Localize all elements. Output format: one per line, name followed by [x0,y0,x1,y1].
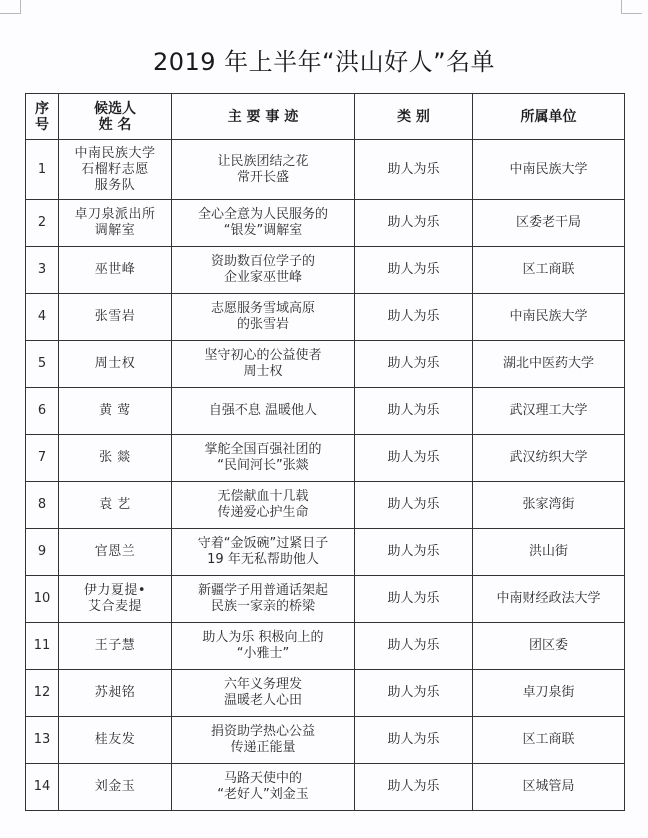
cell-index: 2 [26,200,59,247]
cell-index: 4 [26,294,59,341]
cell-deed: 让民族团结之花 常开长盛 [172,140,355,200]
cell-category: 助人为乐 [355,200,473,247]
cell-index: 14 [26,764,59,811]
cell-index: 13 [26,717,59,764]
table-row [26,670,625,717]
cell-name: 王子慧 [59,623,172,670]
cell-name: 袁 艺 [59,482,172,529]
table-row [26,341,625,388]
cell-unit: 区工商联 [473,717,625,764]
cell-unit: 团区委 [473,623,625,670]
cell-unit: 武汉纺织大学 [473,435,625,482]
header-index: 序 号 [26,94,59,140]
cell-index: 7 [26,435,59,482]
cell-deed: 助人为乐 积极向上的 “小雅士” [172,623,355,670]
cell-deed: 无偿献血十几载 传递爱心护生命 [172,482,355,529]
cell-unit: 武汉理工大学 [473,388,625,435]
cell-deed: 全心全意为人民服务的 “银发”调解室 [172,200,355,247]
cell-unit: 卓刀泉街 [473,670,625,717]
cell-index: 9 [26,529,59,576]
cell-category: 助人为乐 [355,764,473,811]
cell-name: 苏昶铭 [59,670,172,717]
table-row [26,140,625,200]
header-candidate: 候选人 姓 名 [59,94,172,140]
cell-index: 10 [26,576,59,623]
cell-index: 3 [26,247,59,294]
cell-unit: 区城管局 [473,764,625,811]
table-row [26,576,625,623]
cell-index: 1 [26,140,59,200]
corner-mark-left [0,0,21,14]
cell-unit: 区委老干局 [473,200,625,247]
cell-deed: 掌舵全国百强社团的 “民间河长”张燚 [172,435,355,482]
table-row [26,294,625,341]
header-deeds: 主 要 事 迹 [172,94,355,140]
cell-name: 桂友发 [59,717,172,764]
cell-name: 中南民族大学 石榴籽志愿 服务队 [59,140,172,200]
corner-mark-right [621,0,642,14]
cell-deed: 守着“金饭碗”过紧日子 19 年无私帮助他人 [172,529,355,576]
cell-name: 伊力夏提• 艾合麦提 [59,576,172,623]
honoree-table [25,93,625,811]
cell-unit: 湖北中医药大学 [473,341,625,388]
cell-index: 12 [26,670,59,717]
cell-category: 助人为乐 [355,388,473,435]
table-row [26,623,625,670]
cell-category: 助人为乐 [355,717,473,764]
cell-unit: 中南民族大学 [473,294,625,341]
header-category: 类 别 [355,94,473,140]
document-title: 2019 年上半年“洪山好人”名单 [152,48,496,76]
cell-category: 助人为乐 [355,670,473,717]
cell-category: 助人为乐 [355,623,473,670]
cell-name: 周士权 [59,341,172,388]
table-row [26,529,625,576]
cell-deed: 资助数百位学子的 企业家巫世峰 [172,247,355,294]
header-unit: 所属单位 [473,94,625,140]
cell-category: 助人为乐 [355,247,473,294]
cell-index: 6 [26,388,59,435]
cell-index: 8 [26,482,59,529]
table-row [26,717,625,764]
cell-name: 张雪岩 [59,294,172,341]
table-row [26,200,625,247]
cell-unit: 张家湾街 [473,482,625,529]
cell-index: 5 [26,341,59,388]
table-row [26,482,625,529]
cell-deed: 六年义务理发 温暖老人心田 [172,670,355,717]
table-row [26,435,625,482]
cell-name: 黄 莺 [59,388,172,435]
cell-index: 11 [26,623,59,670]
cell-category: 助人为乐 [355,529,473,576]
table-header-row [26,94,625,140]
cell-deed: 志愿服务雪域高原 的张雪岩 [172,294,355,341]
cell-category: 助人为乐 [355,482,473,529]
cell-category: 助人为乐 [355,140,473,200]
cell-name: 官恩兰 [59,529,172,576]
cell-deed: 马路天使中的 “老好人”刘金玉 [172,764,355,811]
cell-name: 卓刀泉派出所 调解室 [59,200,172,247]
cell-deed: 自强不息 温暖他人 [172,388,355,435]
cell-category: 助人为乐 [355,435,473,482]
table-row [26,764,625,811]
cell-deed: 新疆学子用普通话架起 民族一家亲的桥梁 [172,576,355,623]
cell-name: 张 燚 [59,435,172,482]
table-row [26,247,625,294]
cell-deed: 坚守初心的公益使者 周士权 [172,341,355,388]
cell-category: 助人为乐 [355,576,473,623]
cell-category: 助人为乐 [355,294,473,341]
cell-unit: 中南民族大学 [473,140,625,200]
cell-unit: 区工商联 [473,247,625,294]
cell-unit: 洪山街 [473,529,625,576]
cell-deed: 捐资助学热心公益 传递正能量 [172,717,355,764]
cell-name: 巫世峰 [59,247,172,294]
cell-category: 助人为乐 [355,341,473,388]
cell-unit: 中南财经政法大学 [473,576,625,623]
cell-name: 刘金玉 [59,764,172,811]
table-row [26,388,625,435]
